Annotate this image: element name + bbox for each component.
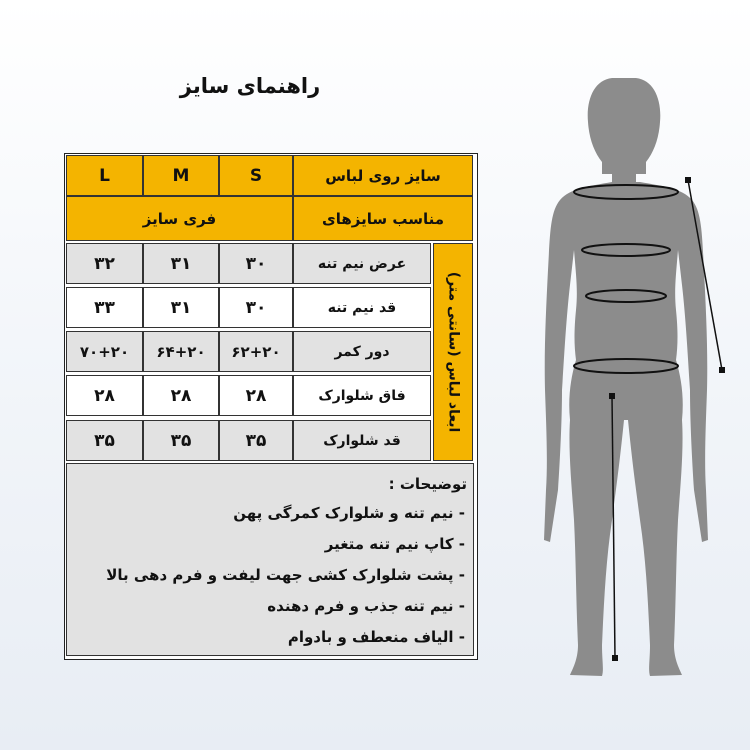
- header-size-label: سایز روی لباس: [293, 155, 473, 196]
- row-value-s: ۶۲+۲۰: [219, 331, 293, 372]
- row-value-l: ۳۵: [66, 420, 143, 461]
- row-value-l: ۳۲: [66, 243, 143, 284]
- notes-panel: [66, 463, 474, 656]
- size-s: S: [219, 155, 293, 196]
- note-item: - پشت شلوارک کشی جهت لیفت و فرم دهی بالا: [106, 566, 465, 584]
- row-value-l: ۲۸: [66, 375, 143, 416]
- row-label: قد شلوارک: [293, 420, 431, 461]
- row-label: قد نیم تنه: [293, 287, 431, 328]
- note-item: - کاپ نیم تنه متغیر: [324, 535, 465, 553]
- size-l: L: [66, 155, 143, 196]
- row-value-m: ۳۱: [143, 287, 219, 328]
- row-value-m: ۳۵: [143, 420, 219, 461]
- fit-label: مناسب سایزهای: [293, 196, 473, 241]
- row-value-s: ۳۰: [219, 287, 293, 328]
- row-value-s: ۳۰: [219, 243, 293, 284]
- row-label: فاق شلوارک: [293, 375, 431, 416]
- row-label: عرض نیم تنه: [293, 243, 431, 284]
- row-value-m: ۳۱: [143, 243, 219, 284]
- row-value-s: ۳۵: [219, 420, 293, 461]
- row-value-l: ۳۳: [66, 287, 143, 328]
- row-value-l: ۷۰+۲۰: [66, 331, 143, 372]
- size-m: M: [143, 155, 219, 196]
- page-title: راهنمای سایز: [179, 74, 321, 98]
- fit-value: فری سایز: [66, 196, 293, 241]
- note-item: - الیاف منعطف و بادوام: [287, 628, 465, 646]
- row-value-m: ۲۸: [143, 375, 219, 416]
- dimensions-group-text: ابعاد لباس (سانتی متر): [445, 271, 461, 433]
- notes-heading: توضیحات :: [388, 475, 467, 493]
- dimensions-group-label: [433, 243, 473, 461]
- note-item: - نیم تنه و شلوارک کمرگی پهن: [233, 504, 465, 522]
- row-value-m: ۶۴+۲۰: [143, 331, 219, 372]
- note-item: - نیم تنه جذب و فرم دهنده: [267, 597, 465, 615]
- row-label: دور کمر: [293, 331, 431, 372]
- row-value-s: ۲۸: [219, 375, 293, 416]
- body-silhouette-icon: [520, 70, 735, 690]
